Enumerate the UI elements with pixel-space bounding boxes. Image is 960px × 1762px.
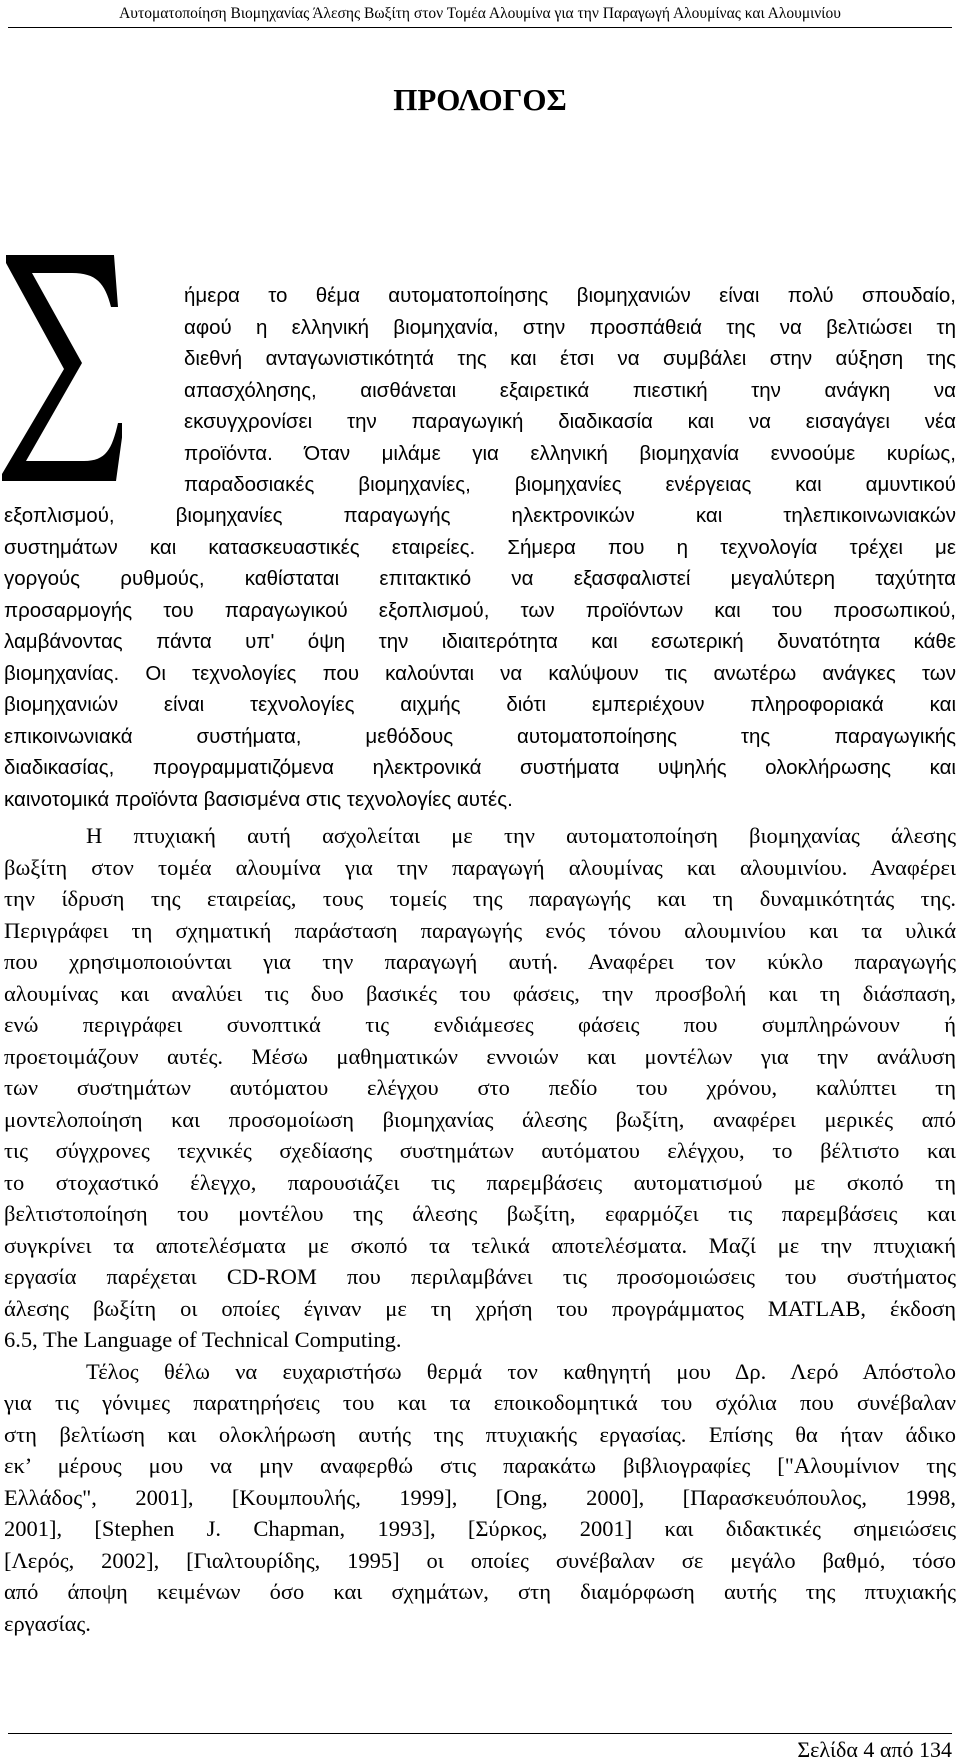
text-line: εργασία παρέχεται CD-ROM που περιλαμβάνει τις προσομοιώσεις του συστήματος — [4, 1264, 956, 1289]
text-line: άλεσης βωξίτη οι οποίες έγιναν με τη χρήση του προγράμματος MATLAB, έκδοση — [4, 1295, 956, 1321]
text-line: συστημάτων και κατασκευαστικές εταιρείες. Σήμερα που η τεχνολογία τρέχει με — [4, 535, 956, 559]
text-line: Η πτυχιακή αυτή ασχολείται με την αυτοματοποίηση βιομηχανίας άλεσης — [86, 823, 956, 848]
intro-paragraph — [184, 280, 956, 501]
page-number: Σελίδα 4 από 134 — [797, 1737, 952, 1762]
text-line: λαμβάνοντας πάντα υπ' όψη την ιδιαιτερότητα και εσωτερική δυνατότητα κάθε — [4, 630, 956, 653]
text-line: διαδικασίας, προγραμματιζόμενα ηλεκτρονικά συστήματα υψηλής ολοκλήρωσης και — [4, 756, 956, 779]
text-line: από άποψη κειμένων όσο και σχημάτων, στη διαμόρφωση αυτής της πτυχιακής — [4, 1579, 956, 1604]
text-line: μοντελοποίηση και προσομοίωση βιομηχανίας άλεσης βωξίτη, αναφέρει μερικές από — [4, 1106, 956, 1132]
text-line: γοργούς ρυθμούς, καθίσταται επιτακτικό να εξασφαλιστεί μεγαλύτερη ταχύτητα — [4, 567, 956, 590]
text-line: που χρησιμοποιούνται για την παραγωγή αυτή. Αναφέρει τον κύκλο παραγωγής — [4, 949, 956, 974]
text-line: Τέλος θέλω να ευχαριστήσω θερμά τον καθηγητή μου Δρ. Λερό Απόστολο — [86, 1358, 956, 1384]
running-header: Αυτοματοποίηση Βιομηχανίας Άλεσης Βωξίτη στον Τομέα Αλουμίνα για την Παραγωγή Αλουμίνας και Αλουμινίου — [119, 5, 841, 22]
text-line: καινοτομικά προϊόντα βασισμένα στις τεχνολογίες αυτές. — [4, 787, 513, 811]
text-line: Ελλάδος", 2001], [Κουμπουλής, 1999], [Ong, 2000], [Παρασκευόπουλος, 1998, — [4, 1484, 956, 1510]
header-divider — [8, 27, 952, 28]
text-line: ήμερα το θέμα αυτοματοποίησης βιομηχανιών είναι πολύ σπουδαίο, — [184, 284, 956, 307]
text-line: διεθνή ανταγωνιστικότητά της και έτσι να συμβάλει στην αύξηση της — [184, 347, 956, 370]
text-line: στη βελτίωση και ολοκλήρωση αυτής της πτυχιακής εργασίας. Επίσης θα ήταν άδικο — [4, 1421, 956, 1447]
text-line: απασχόλησης, αισθάνεται εξαιρετικά πιεστική την ανάγκη να — [184, 378, 956, 402]
text-line: 6.5, The Language of Technical Computing. — [4, 1327, 402, 1352]
text-line: βελτιστοποίηση του μοντέλου της άλεσης βωξίτη, εφαρμόζει τις παρεμβάσεις και — [4, 1201, 956, 1226]
footer-divider — [8, 1733, 952, 1734]
text-line: για τις γόνιμες παρατηρήσεις του και τα εποικοδομητικά του σχόλια που συνέβαλαν — [4, 1390, 956, 1415]
text-line: 2001], [Stephen J. Chapman, 1993], [Σύρκος, 2001] και διδακτικές σημειώσεις — [4, 1516, 956, 1541]
text-line: βωξίτη στον τομέα αλουμίνα για την παραγωγή αλουμίνας και αλουμινίου. Αναφέρει — [4, 854, 956, 880]
text-line: επικοινωνιακά συστήματα, μεθόδους αυτοματοποίησης της παραγωγικής — [4, 724, 956, 748]
text-line: παραδοσιακές βιομηχανίες, βιομηχανίες ενέργειας και αμυντικού — [184, 473, 956, 496]
text-line: προετοιμάζουν αυτές. Μέσω μαθηματικών εννοιών και μοντέλων για την ανάλυση — [4, 1043, 956, 1069]
text-line: αλουμίνας και αναλύει τις δυο βασικές του φάσεις, την προσβολή και τη διάσπαση, — [4, 980, 956, 1006]
text-line: εξοπλισμού, βιομηχανίες παραγωγής ηλεκτρονικών και τηλεπικοινωνιακών — [4, 504, 956, 527]
dropcap-sigma — [2, 255, 122, 481]
text-line: βιομηχανιών είναι τεχνολογίες αιχμής διότι εμπεριέχουν πληροφοριακά και — [4, 693, 956, 716]
text-line: εργασίας. — [4, 1610, 91, 1636]
text-line: αφού η ελληνική βιομηχανία, στην προσπάθειά της να βελτιώσει τη — [184, 315, 956, 339]
text-line: των συστημάτων αυτόματου ελέγχου στο πεδίο του χρόνου, καλύπτει τη — [4, 1075, 956, 1100]
text-line: την ίδρυση της εταιρείας, τους τομείς της παραγωγής και τη δυναμικότητάς της. — [4, 886, 956, 911]
text-line: [Λερός, 2002], [Γιαλτουρίδης, 1995] οι οποίες συνέβαλαν σε μεγάλο βαθμό, τόσο — [4, 1547, 956, 1573]
page-title: ΠΡΟΛΟΓΟΣ — [393, 82, 567, 117]
text-line: προσαρμογής του παραγωγικού εξοπλισμού, των προϊόντων και του προσωπικού, — [4, 598, 956, 622]
text-line: Περιγράφει τη σχηματική παράσταση παραγωγής ενός τόνου αλουμινίου και τα υλικά — [4, 917, 956, 943]
paragraph-continuation — [4, 500, 956, 815]
text-line: ενώ περιγράφει συνοπτικά τις ενδιάμεσες φάσεις που συμπληρώνουν ή — [4, 1012, 956, 1037]
text-line: εκσυγχρονίσει την παραγωγική διαδικασία και να εισαγάγει νέα — [184, 410, 956, 433]
text-line: το στοχαστικό έλεγχο, παρουσιάζει τις παρεμβάσεις αυτοματισμού με σκοπό τη — [4, 1169, 956, 1195]
body-paragraphs — [4, 820, 956, 1639]
text-line: τις σύγχρονες τεχνικές σχεδίασης συστημάτων αυτόματου ελέγχου, το βέλτιστο και — [4, 1138, 956, 1163]
text-line: βιομηχανίας. Οι τεχνολογίες που καλούνται να καλύψουν τις ανωτέρω ανάγκες των — [4, 661, 956, 685]
text-line: προϊόντα. Όταν μιλάμε για ελληνική βιομηχανία εννοούμε κυρίως, — [184, 441, 956, 465]
text-line: εκ’ μέρους μου να μην αναφερθώ στις παρακάτω βιβλιογραφίες ["Αλουμίνιον της — [4, 1453, 956, 1478]
text-line: συγκρίνει τα αποτελέσματα με σκοπό τα τελικά αποτελέσματα. Μαζί με την πτυχιακή — [4, 1232, 956, 1258]
